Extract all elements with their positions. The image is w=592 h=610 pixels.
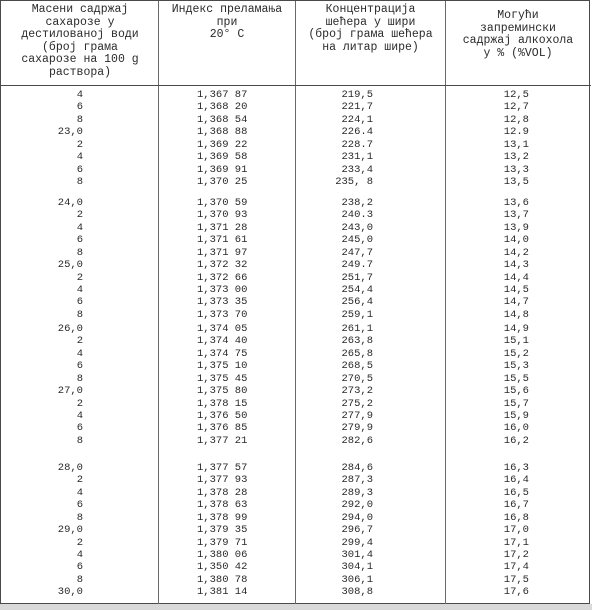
cell-alcohol: 17,4 bbox=[503, 561, 529, 574]
cell-refractive-index: 1,374 05 bbox=[197, 323, 248, 335]
table-row bbox=[1, 101, 591, 113]
cell-sugar-concentration: 254,4 bbox=[341, 284, 373, 296]
cell-refractive-index: 1,375 45 bbox=[197, 372, 248, 385]
cell-alcohol: 15,1 bbox=[503, 335, 529, 348]
cell-sucrose: 4 bbox=[76, 221, 83, 234]
table-row bbox=[1, 586, 591, 598]
cell-alcohol: 12,7 bbox=[503, 101, 529, 114]
cell-sugar-concentration: 261,1 bbox=[341, 323, 373, 335]
table-row bbox=[1, 296, 591, 308]
table-row bbox=[1, 422, 591, 434]
cell-alcohol: 16,0 bbox=[503, 422, 529, 435]
cell-sucrose: 8 bbox=[76, 573, 83, 586]
cell-alcohol: 17,5 bbox=[503, 573, 529, 586]
cell-refractive-index: 1,379 71 bbox=[197, 536, 248, 549]
cell-sucrose: 4 bbox=[76, 151, 83, 164]
cell-sugar-concentration: 221,7 bbox=[341, 101, 373, 114]
cell-sucrose: 2 bbox=[76, 474, 83, 487]
cell-alcohol: 14,0 bbox=[503, 234, 529, 247]
table-row bbox=[1, 247, 591, 259]
cell-sugar-concentration: 238,2 bbox=[341, 197, 373, 209]
table-row bbox=[1, 323, 591, 335]
cell-refractive-index: 1,373 70 bbox=[197, 308, 248, 321]
table-row bbox=[1, 474, 591, 486]
table-row bbox=[1, 561, 591, 573]
cell-sucrose: 28,0 bbox=[57, 462, 83, 474]
cell-refractive-index: 1,375 80 bbox=[197, 385, 248, 398]
cell-alcohol: 14,3 bbox=[503, 259, 529, 272]
cell-sugar-concentration: 296,7 bbox=[341, 524, 373, 537]
cell-refractive-index: 1,368 54 bbox=[197, 113, 248, 126]
cell-sucrose: 8 bbox=[76, 372, 83, 385]
header-sugar-concentration: Концентрација шећера у шири (број грама шећера на литар шире) bbox=[308, 3, 433, 54]
cell-sucrose: 8 bbox=[76, 176, 83, 188]
table-row bbox=[1, 209, 591, 221]
table-row bbox=[1, 348, 591, 360]
cell-sucrose: 8 bbox=[76, 246, 83, 259]
cell-sucrose: 6 bbox=[76, 561, 83, 574]
table-row bbox=[1, 114, 591, 126]
cell-sucrose: 23,0 bbox=[57, 126, 83, 139]
cell-alcohol: 15,6 bbox=[503, 385, 529, 398]
page-shadow bbox=[0, 604, 592, 610]
cell-refractive-index: 1,370 59 bbox=[197, 197, 248, 209]
cell-refractive-index: 1,371 28 bbox=[197, 221, 248, 234]
cell-sugar-concentration: 268,5 bbox=[341, 360, 373, 373]
cell-refractive-index: 1,370 93 bbox=[197, 209, 248, 222]
table-row bbox=[1, 487, 591, 499]
cell-alcohol: 15,5 bbox=[503, 372, 529, 385]
cell-refractive-index: 1,377 21 bbox=[197, 434, 248, 447]
table-row bbox=[1, 309, 591, 321]
cell-sucrose: 30,0 bbox=[57, 586, 83, 599]
cell-sugar-concentration: 273,2 bbox=[341, 385, 373, 398]
cell-sugar-concentration: 292,0 bbox=[341, 499, 373, 512]
cell-sugar-concentration: 228.7 bbox=[341, 138, 373, 151]
cell-alcohol: 15,7 bbox=[503, 397, 529, 410]
cell-refractive-index: 1,372 66 bbox=[197, 271, 248, 284]
table-row bbox=[1, 335, 591, 347]
cell-sugar-concentration: 265,8 bbox=[341, 347, 373, 360]
table-row bbox=[1, 512, 591, 524]
table-row bbox=[1, 373, 591, 385]
header-divider bbox=[1, 85, 591, 86]
cell-alcohol: 13,9 bbox=[503, 221, 529, 234]
cell-alcohol: 16,4 bbox=[503, 474, 529, 487]
cell-alcohol: 15,9 bbox=[503, 410, 529, 422]
cell-alcohol: 17,1 bbox=[503, 536, 529, 549]
header-alcohol-content: Могући запремински садржај алкохола у % (%VOL) bbox=[462, 9, 574, 60]
cell-sucrose: 2 bbox=[76, 335, 83, 348]
cell-sucrose: 8 bbox=[76, 113, 83, 126]
cell-sugar-concentration: 277,9 bbox=[341, 410, 373, 422]
cell-sugar-concentration: 308,8 bbox=[341, 586, 373, 599]
cell-sucrose: 4 bbox=[76, 549, 83, 561]
cell-sucrose: 2 bbox=[76, 209, 83, 222]
cell-refractive-index: 1,370 25 bbox=[197, 176, 248, 188]
cell-alcohol: 13,5 bbox=[503, 176, 529, 188]
table-row bbox=[1, 272, 591, 284]
cell-sugar-concentration: 243,0 bbox=[341, 221, 373, 234]
cell-alcohol: 14,4 bbox=[503, 271, 529, 284]
cell-sucrose: 8 bbox=[76, 308, 83, 321]
cell-refractive-index: 1,378 63 bbox=[197, 499, 248, 512]
cell-refractive-index: 1,368 20 bbox=[197, 101, 248, 114]
cell-sugar-concentration: 249.7 bbox=[341, 259, 373, 272]
cell-refractive-index: 1,374 75 bbox=[197, 347, 248, 360]
cell-sucrose: 6 bbox=[76, 422, 83, 435]
cell-sugar-concentration: 226.4 bbox=[341, 126, 373, 139]
table-row bbox=[1, 126, 591, 138]
cell-refractive-index: 1,376 85 bbox=[197, 422, 248, 435]
table-row bbox=[1, 222, 591, 234]
cell-sugar-concentration: 247,7 bbox=[341, 246, 373, 259]
table-row bbox=[1, 462, 591, 474]
cell-sugar-concentration: 256,4 bbox=[341, 296, 373, 309]
cell-sucrose: 2 bbox=[76, 138, 83, 151]
cell-alcohol: 16,5 bbox=[503, 486, 529, 499]
cell-sucrose: 2 bbox=[76, 271, 83, 284]
table-row bbox=[1, 360, 591, 372]
table-row bbox=[1, 398, 591, 410]
cell-sugar-concentration: 299,4 bbox=[341, 536, 373, 549]
table-row bbox=[1, 537, 591, 549]
cell-sucrose: 8 bbox=[76, 434, 83, 447]
cell-refractive-index: 1,373 00 bbox=[197, 284, 248, 296]
cell-alcohol: 14,8 bbox=[503, 308, 529, 321]
cell-refractive-index: 1,372 32 bbox=[197, 259, 248, 272]
cell-sugar-concentration: 240.3 bbox=[341, 209, 373, 222]
cell-alcohol: 15,3 bbox=[503, 360, 529, 373]
table-row bbox=[1, 89, 591, 101]
cell-sugar-concentration: 235, 8 bbox=[335, 176, 373, 188]
cell-refractive-index: 1,369 22 bbox=[197, 138, 248, 151]
cell-refractive-index: 1,377 57 bbox=[197, 462, 248, 474]
cell-sugar-concentration: 282,6 bbox=[341, 434, 373, 447]
cell-sucrose: 6 bbox=[76, 101, 83, 114]
cell-refractive-index: 1,367 87 bbox=[197, 89, 248, 101]
cell-sucrose: 6 bbox=[76, 234, 83, 247]
cell-alcohol: 12,8 bbox=[503, 113, 529, 126]
cell-refractive-index: 1,368 88 bbox=[197, 126, 248, 139]
cell-refractive-index: 1,378 28 bbox=[197, 486, 248, 499]
table-row bbox=[1, 549, 591, 561]
cell-alcohol: 16,3 bbox=[503, 462, 529, 474]
table-row bbox=[1, 259, 591, 271]
table-row bbox=[1, 164, 591, 176]
cell-sugar-concentration: 294,0 bbox=[341, 511, 373, 524]
cell-alcohol: 17,2 bbox=[503, 549, 529, 561]
table-row bbox=[1, 385, 591, 397]
cell-refractive-index: 1,374 40 bbox=[197, 335, 248, 348]
cell-sugar-concentration: 284,6 bbox=[341, 462, 373, 474]
cell-sugar-concentration: 219,5 bbox=[341, 89, 373, 101]
cell-refractive-index: 1,371 61 bbox=[197, 234, 248, 247]
cell-sucrose: 4 bbox=[76, 284, 83, 296]
cell-sucrose: 27,0 bbox=[57, 385, 83, 398]
cell-sucrose: 26,0 bbox=[57, 323, 83, 335]
cell-refractive-index: 1,371 97 bbox=[197, 246, 248, 259]
header-refractive-index: Индекс преламања при 20° C bbox=[171, 3, 283, 42]
cell-sugar-concentration: 287,3 bbox=[341, 474, 373, 487]
cell-sugar-concentration: 289,3 bbox=[341, 486, 373, 499]
cell-sucrose: 4 bbox=[76, 89, 83, 101]
cell-alcohol: 12,5 bbox=[503, 89, 529, 101]
table-row bbox=[1, 435, 591, 447]
cell-alcohol: 16,8 bbox=[503, 511, 529, 524]
cell-sucrose: 4 bbox=[76, 347, 83, 360]
table-row bbox=[1, 197, 591, 209]
cell-refractive-index: 1,377 93 bbox=[197, 474, 248, 487]
cell-alcohol: 13,6 bbox=[503, 197, 529, 209]
cell-alcohol: 17,6 bbox=[503, 586, 529, 599]
cell-sucrose: 25,0 bbox=[57, 259, 83, 272]
cell-sugar-concentration: 263,8 bbox=[341, 335, 373, 348]
table-row bbox=[1, 151, 591, 163]
cell-alcohol: 13,7 bbox=[503, 209, 529, 222]
table-row bbox=[1, 139, 591, 151]
cell-sucrose: 29,0 bbox=[57, 524, 83, 537]
cell-refractive-index: 1,369 91 bbox=[197, 163, 248, 176]
cell-sugar-concentration: 233,4 bbox=[341, 163, 373, 176]
cell-sugar-concentration: 270,5 bbox=[341, 372, 373, 385]
table-row bbox=[1, 410, 591, 422]
cell-refractive-index: 1,350 42 bbox=[197, 561, 248, 574]
table-row bbox=[1, 234, 591, 246]
cell-refractive-index: 1,373 35 bbox=[197, 296, 248, 309]
cell-refractive-index: 1,376 50 bbox=[197, 410, 248, 422]
table-row bbox=[1, 524, 591, 536]
cell-sucrose: 4 bbox=[76, 486, 83, 499]
header-sucrose-content: Масени садржај сахарозе у дестилованој води (број грама сахарозе на 100 g раствора) bbox=[21, 3, 139, 79]
cell-sugar-concentration: 304,1 bbox=[341, 561, 373, 574]
cell-refractive-index: 1,369 58 bbox=[197, 151, 248, 164]
cell-alcohol: 12.9 bbox=[503, 126, 529, 139]
cell-sugar-concentration: 301,4 bbox=[341, 549, 373, 561]
table-row bbox=[1, 574, 591, 586]
cell-refractive-index: 1,380 78 bbox=[197, 573, 248, 586]
cell-refractive-index: 1,379 35 bbox=[197, 524, 248, 537]
cell-refractive-index: 1,378 99 bbox=[197, 511, 248, 524]
cell-alcohol: 17,0 bbox=[503, 524, 529, 537]
cell-sucrose: 6 bbox=[76, 163, 83, 176]
cell-alcohol: 13,3 bbox=[503, 163, 529, 176]
cell-sugar-concentration: 306,1 bbox=[341, 573, 373, 586]
cell-sucrose: 2 bbox=[76, 397, 83, 410]
cell-alcohol: 14,5 bbox=[503, 284, 529, 296]
cell-alcohol: 13,1 bbox=[503, 138, 529, 151]
cell-alcohol: 13,2 bbox=[503, 151, 529, 164]
cell-refractive-index: 1,380 06 bbox=[197, 549, 248, 561]
cell-sucrose: 6 bbox=[76, 499, 83, 512]
cell-sucrose: 8 bbox=[76, 511, 83, 524]
cell-sugar-concentration: 245,0 bbox=[341, 234, 373, 247]
table-row bbox=[1, 284, 591, 296]
cell-alcohol: 15,2 bbox=[503, 347, 529, 360]
cell-sucrose: 4 bbox=[76, 410, 83, 422]
cell-sugar-concentration: 251,7 bbox=[341, 271, 373, 284]
table-row bbox=[1, 499, 591, 511]
cell-sucrose: 6 bbox=[76, 360, 83, 373]
cell-sugar-concentration: 275,2 bbox=[341, 397, 373, 410]
table-row bbox=[1, 176, 591, 188]
cell-alcohol: 16,2 bbox=[503, 434, 529, 447]
cell-alcohol: 14,9 bbox=[503, 323, 529, 335]
cell-sucrose: 6 bbox=[76, 296, 83, 309]
cell-sugar-concentration: 259,1 bbox=[341, 308, 373, 321]
cell-refractive-index: 1,381 14 bbox=[197, 586, 248, 599]
cell-alcohol: 14,7 bbox=[503, 296, 529, 309]
cell-sugar-concentration: 231,1 bbox=[341, 151, 373, 164]
cell-sugar-concentration: 279,9 bbox=[341, 422, 373, 435]
cell-sucrose: 2 bbox=[76, 536, 83, 549]
cell-alcohol: 14,2 bbox=[503, 246, 529, 259]
cell-refractive-index: 1,375 10 bbox=[197, 360, 248, 373]
cell-sucrose: 24,0 bbox=[57, 197, 83, 209]
cell-alcohol: 16,7 bbox=[503, 499, 529, 512]
cell-refractive-index: 1,378 15 bbox=[197, 397, 248, 410]
cell-sugar-concentration: 224,1 bbox=[341, 113, 373, 126]
